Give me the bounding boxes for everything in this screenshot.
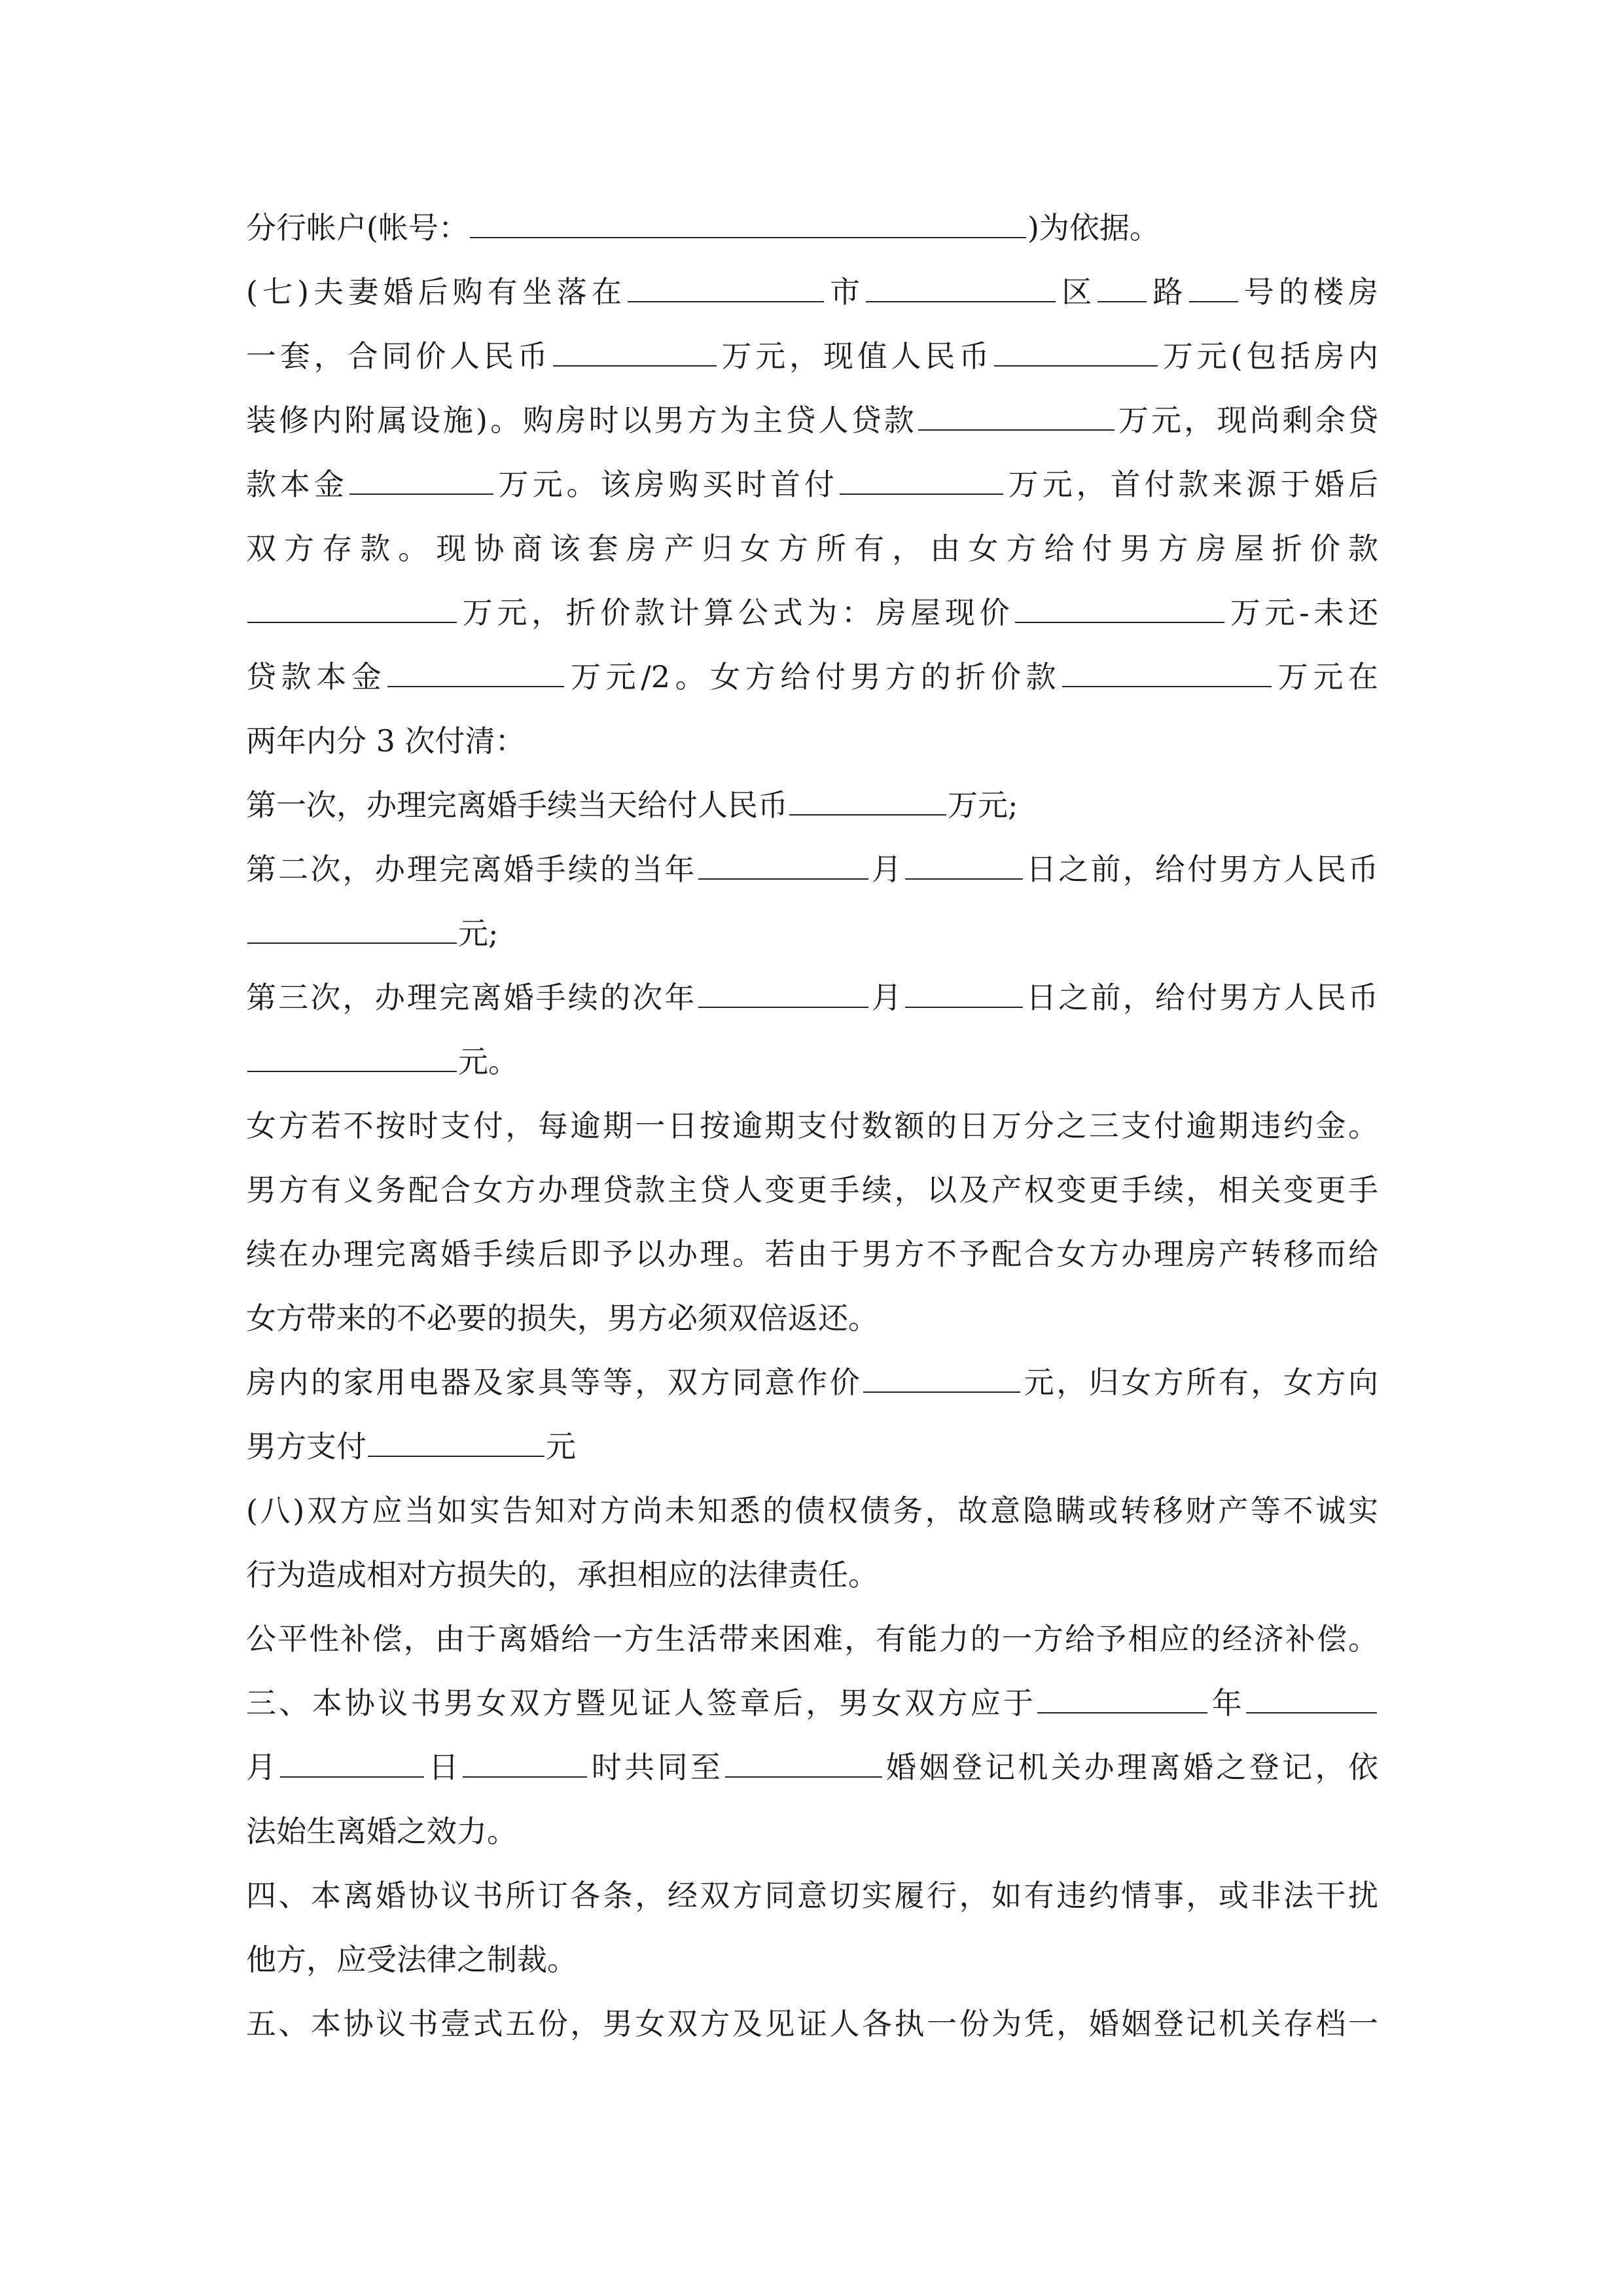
text-segment: 一套，合同价人民币 [246,338,552,374]
text-line [246,1609,1378,1668]
blank-account-number[interactable] [470,200,1026,238]
text-line [246,391,1378,450]
text-line [246,1289,1378,1348]
blank-road[interactable] [1097,264,1147,302]
text-segment: 婚姻登记机关办理离婚之登记，依 [883,1749,1378,1785]
text-segment: 双方存款。现协商该套房产归女方所有，由女方给付男方房屋折价款 [246,531,1378,566]
text-segment: 公平性补偿，由于离婚给一方生活带来困难，有能力的一方给予相应的经济补偿。 [246,1621,1378,1657]
text-segment: (八)双方应当如实告知对方尚未知悉的债权债务，故意隐瞒或转移财产等不诚实 [246,1493,1378,1528]
text-segment: 万元。该房购买时首付 [494,467,838,502]
text-line [246,840,1378,899]
text-segment: 元。 [458,1044,518,1079]
text-segment: 女方带来的不必要的损失，男方必须双倍返还。 [246,1300,878,1336]
blank-year[interactable] [1037,1676,1207,1713]
text-segment: 元，归女方所有，女方向 [1022,1365,1378,1400]
text-segment: (七)夫妻婚后购有坐落在 [246,274,627,310]
text-segment: 行为造成相对方损失的，承担相应的法律责任。 [246,1557,878,1592]
text-line [246,776,1378,834]
blank-second-day[interactable] [905,842,1023,880]
text-line [246,1481,1378,1540]
text-segment: 五、本协议书壹式五份，男女双方及见证人各执一份为凭，婚姻登记机关存档一 [246,2006,1378,2041]
text-segment: 路 [1148,274,1188,310]
text-line [246,968,1378,1027]
text-segment: 款本金 [246,467,348,502]
text-segment: 续在办理完离婚手续后即予以办理。若由于男方不予配合女方办理房产转移而给 [246,1236,1378,1272]
text-segment: 三、本协议书男女双方暨见证人签章后，男女双方应于 [246,1685,1037,1721]
text-segment: 男方有义务配合女方办理贷款主贷人变更手续，以及产权变更手续，相关变更手 [246,1172,1378,1208]
blank-number[interactable] [1189,264,1238,302]
text-line [246,711,1378,770]
blank-house-current-price[interactable] [1015,585,1224,623]
text-segment: 年 [1209,1685,1245,1721]
text-segment: 万元(包括房内 [1159,338,1378,374]
text-segment: 万元在 [1273,659,1378,694]
text-segment: 日之前，给付男方人民币 [1024,980,1378,1015]
text-line [246,1417,1378,1476]
text-segment: 女方若不按时支付，每逾期一日按逾期支付数额的日万分之三支付逾期违约金。 [246,1108,1378,1143]
text-segment: 万元，首付款来源于婚后 [1004,467,1378,502]
blank-down-payment[interactable] [840,457,1003,495]
text-segment: 分行帐户(帐号： [246,210,469,245]
blank-current-value[interactable] [994,329,1158,367]
text-segment: )为依据。 [1027,210,1160,245]
text-line [246,1096,1378,1155]
text-segment: 万元/2。女方给付男方的折价款 [565,659,1061,694]
text-line [246,1674,1378,1732]
text-line [246,1802,1378,1861]
text-segment: 他方，应受法律之制裁。 [246,1942,577,1977]
text-segment: 房内的家用电器及家具等等，双方同意作价 [246,1365,863,1400]
text-line [246,519,1378,578]
text-line [246,327,1378,386]
text-line [246,1353,1378,1412]
text-segment: 第二次，办理完离婚手续的当年 [246,852,697,887]
blank-unpaid-principal[interactable] [387,649,564,687]
blank-second-month[interactable] [698,842,868,880]
text-segment: 元 [546,1429,576,1464]
text-segment: 元; [458,916,499,951]
text-line [246,904,1378,963]
text-segment: 月 [869,852,904,887]
blank-third-month[interactable] [698,970,868,1008]
text-segment: 日 [425,1749,462,1785]
blank-appliance-price[interactable] [863,1355,1020,1393]
text-segment: 法始生离婚之效力。 [246,1814,517,1849]
text-line [246,1930,1378,1989]
text-line [246,198,1378,257]
blank-first-payment[interactable] [789,778,946,816]
blank-third-day[interactable] [905,970,1023,1008]
blank-year-tail[interactable] [1246,1676,1377,1713]
blank-third-amount[interactable] [247,1034,457,1072]
text-segment: 贷款本金 [246,659,387,694]
text-segment: 万元，现值人民币 [717,338,993,374]
blank-loan-amount[interactable] [918,393,1115,431]
text-segment: 日之前，给付男方人民币 [1024,852,1378,887]
text-line [246,583,1378,642]
blank-compensation-total[interactable] [1062,649,1272,687]
text-line [246,1032,1378,1091]
text-segment: 第一次，办理完离婚手续当天给付人民币 [246,787,788,823]
text-segment: 区 [1057,274,1097,310]
text-segment: 万元; [948,787,1018,823]
text-line [246,1866,1378,1925]
text-segment: 号的楼房 [1239,274,1378,310]
blank-month[interactable] [280,1740,424,1778]
text-line [246,262,1378,321]
blank-second-amount[interactable] [247,906,457,944]
text-line [246,1160,1378,1219]
blank-loan-principal[interactable] [349,457,493,495]
text-segment: 两年内分 3 次付清： [246,723,526,759]
blank-compensation[interactable] [247,585,457,623]
blank-registry-office[interactable] [725,1740,882,1778]
blank-city[interactable] [628,264,824,302]
text-line [246,1994,1378,2053]
text-line [246,455,1378,514]
text-segment: 装修内附属设施)。购房时以男方为主贷人贷款 [246,403,917,438]
text-line [246,1738,1378,1797]
blank-contract-price[interactable] [553,329,717,367]
text-segment: 月 [869,980,904,1015]
text-segment: 四、本离婚协议书所订各条，经双方同意切实履行，如有违约情事，或非法干扰 [246,1878,1378,1913]
text-segment: 万元-未还 [1226,595,1378,630]
blank-district[interactable] [866,264,1056,302]
blank-day[interactable] [463,1740,587,1778]
text-segment: 月 [246,1749,279,1785]
text-line [246,1225,1378,1283]
text-segment: 第三次，办理完离婚手续的次年 [246,980,697,1015]
text-segment: 男方支付 [246,1429,366,1464]
text-line [246,647,1378,706]
text-line [246,1545,1378,1604]
text-segment: 市 [825,274,865,310]
text-segment: 万元，现尚剩余贷 [1115,403,1378,438]
blank-appliance-payment[interactable] [368,1419,544,1457]
text-segment: 时共同至 [588,1749,724,1785]
text-segment: 万元，折价款计算公式为：房屋现价 [458,595,1014,630]
